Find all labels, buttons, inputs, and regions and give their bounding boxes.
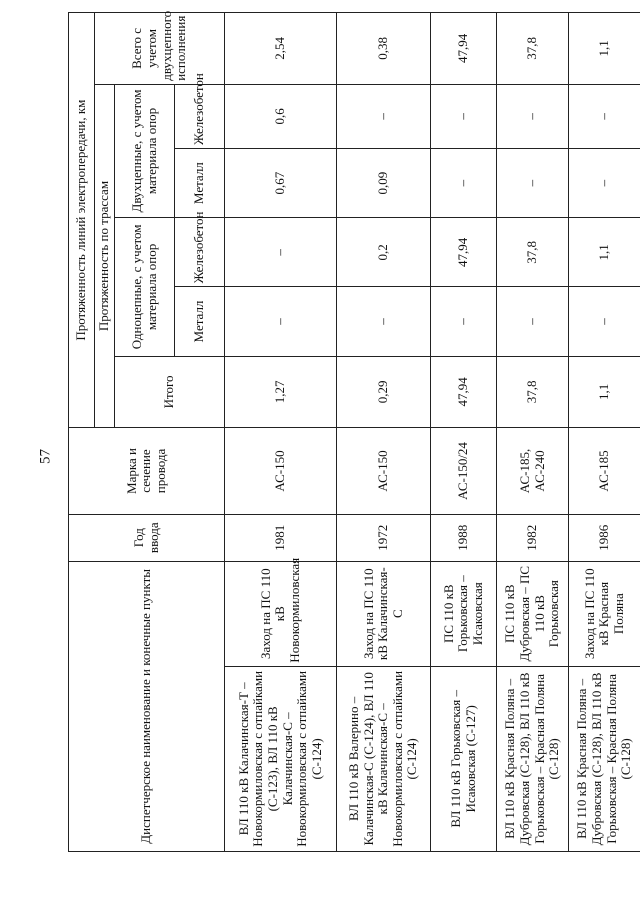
row-point: ПС 110 кВ Горьковская – Исаковская — [431, 561, 497, 666]
row-total: 0,29 — [337, 356, 431, 428]
row-double-metal: 0,67 — [225, 149, 337, 218]
header-double: Двухцепные, с учетом материала опор — [115, 84, 175, 217]
row-year: 1986 — [569, 514, 640, 561]
row-year: 1972 — [337, 514, 431, 561]
row-total: 37,8 — [497, 356, 569, 428]
row-total: 1,27 — [225, 356, 337, 428]
row-point: Заход на ПС 110 кВ Калачинская-С — [337, 561, 431, 666]
row-year: 1988 — [431, 514, 497, 561]
row-single-concrete: – — [225, 218, 337, 287]
row-wire: АС-185 — [569, 428, 640, 514]
row-name: ВЛ 110 кВ Калачинская-Т – Новокормиловская с отпайками (С-123), ВЛ 110 кВ Калачинская-С – Новокормиловская с отпайками (С-124) — [225, 666, 337, 851]
row-all: 2,54 — [225, 13, 337, 85]
header-all-double: Всего с учетом двухцепного исполнения — [95, 13, 225, 85]
row-wire: АС-150 — [225, 428, 337, 514]
header-double-metal: Металл — [175, 149, 225, 218]
row-double-metal: – — [497, 149, 569, 218]
row-point: Заход на ПС 110 кВ Красная Поляна — [569, 561, 640, 666]
row-wire: АС-150/24 — [431, 428, 497, 514]
row-year: 1981 — [225, 514, 337, 561]
row-single-metal: – — [337, 287, 431, 356]
row-name: ВЛ 110 кВ Горьковская – Исаковская (С-127) — [431, 666, 497, 851]
table-row — [497, 13, 569, 852]
row-double-concrete: – — [497, 84, 569, 148]
row-wire: АС-150 — [337, 428, 431, 514]
row-name: ВЛ 110 кВ Валерино – Калачинская-С (С-124), ВЛ 110 кВ Калачинская-С – Новокормиловская с отпайками (С-124) — [337, 666, 431, 851]
row-year: 1982 — [497, 514, 569, 561]
row-double-concrete: – — [337, 84, 431, 148]
table-row — [337, 13, 431, 852]
row-single-metal: – — [569, 287, 640, 356]
header-double-concrete: Железобетон — [175, 84, 225, 148]
row-point: ПС 110 кВ Дубровская – ПС 110 кВ Горьковская — [497, 561, 569, 666]
row-all: 37,8 — [497, 13, 569, 85]
row-all: 1,1 — [569, 13, 640, 85]
row-single-metal: – — [431, 287, 497, 356]
row-single-metal: – — [497, 287, 569, 356]
row-single-concrete: 1,1 — [569, 218, 640, 287]
row-total: 47,94 — [431, 356, 497, 428]
row-point: Заход на ПС 110 кВ Новокормиловская — [225, 561, 337, 666]
power-lines-table — [68, 12, 640, 852]
row-single-concrete: 47,94 — [431, 218, 497, 287]
header-wire: Марка и сечение провода — [69, 428, 225, 514]
header-single: Одноцепные, с учетом материала опор — [115, 218, 175, 356]
row-single-metal: – — [225, 287, 337, 356]
row-all: 0,38 — [337, 13, 431, 85]
row-name: ВЛ 110 кВ Красная Поляна – Дубровская (С-128), ВЛ 110 кВ Горьковская – Красная Поляна (С-128) — [569, 666, 640, 851]
rotated-table-wrapper — [68, 10, 634, 852]
row-total: 1,1 — [569, 356, 640, 428]
table-row — [225, 13, 337, 852]
row-wire: АС-185, АС-240 — [497, 428, 569, 514]
row-double-concrete: – — [431, 84, 497, 148]
header-year: Год ввода — [69, 514, 225, 561]
header-route-group: Протяженность по трассам — [95, 84, 115, 427]
row-double-metal: – — [569, 149, 640, 218]
row-all: 47,94 — [431, 13, 497, 85]
row-double-metal: – — [431, 149, 497, 218]
table-row — [431, 13, 497, 852]
header-length-group: Протяженность линий электропередачи, км — [69, 13, 95, 428]
row-name: ВЛ 110 кВ Красная Поляна – Дубровская (С-128), ВЛ 110 кВ Горьковская – Красная Поляна (С-128) — [497, 666, 569, 851]
header-total: Итого — [115, 356, 225, 428]
row-single-concrete: 37,8 — [497, 218, 569, 287]
header-single-metal: Металл — [175, 287, 225, 356]
row-single-concrete: 0,2 — [337, 218, 431, 287]
header-single-concrete: Железобетон — [175, 218, 225, 287]
row-double-metal: 0,09 — [337, 149, 431, 218]
header-dispatcher: Диспетчерское наименование и конечные пункты — [69, 561, 225, 851]
row-double-concrete: 0,6 — [225, 84, 337, 148]
table-row — [569, 13, 640, 852]
page-number: 57 — [37, 449, 54, 464]
row-double-concrete: – — [569, 84, 640, 148]
